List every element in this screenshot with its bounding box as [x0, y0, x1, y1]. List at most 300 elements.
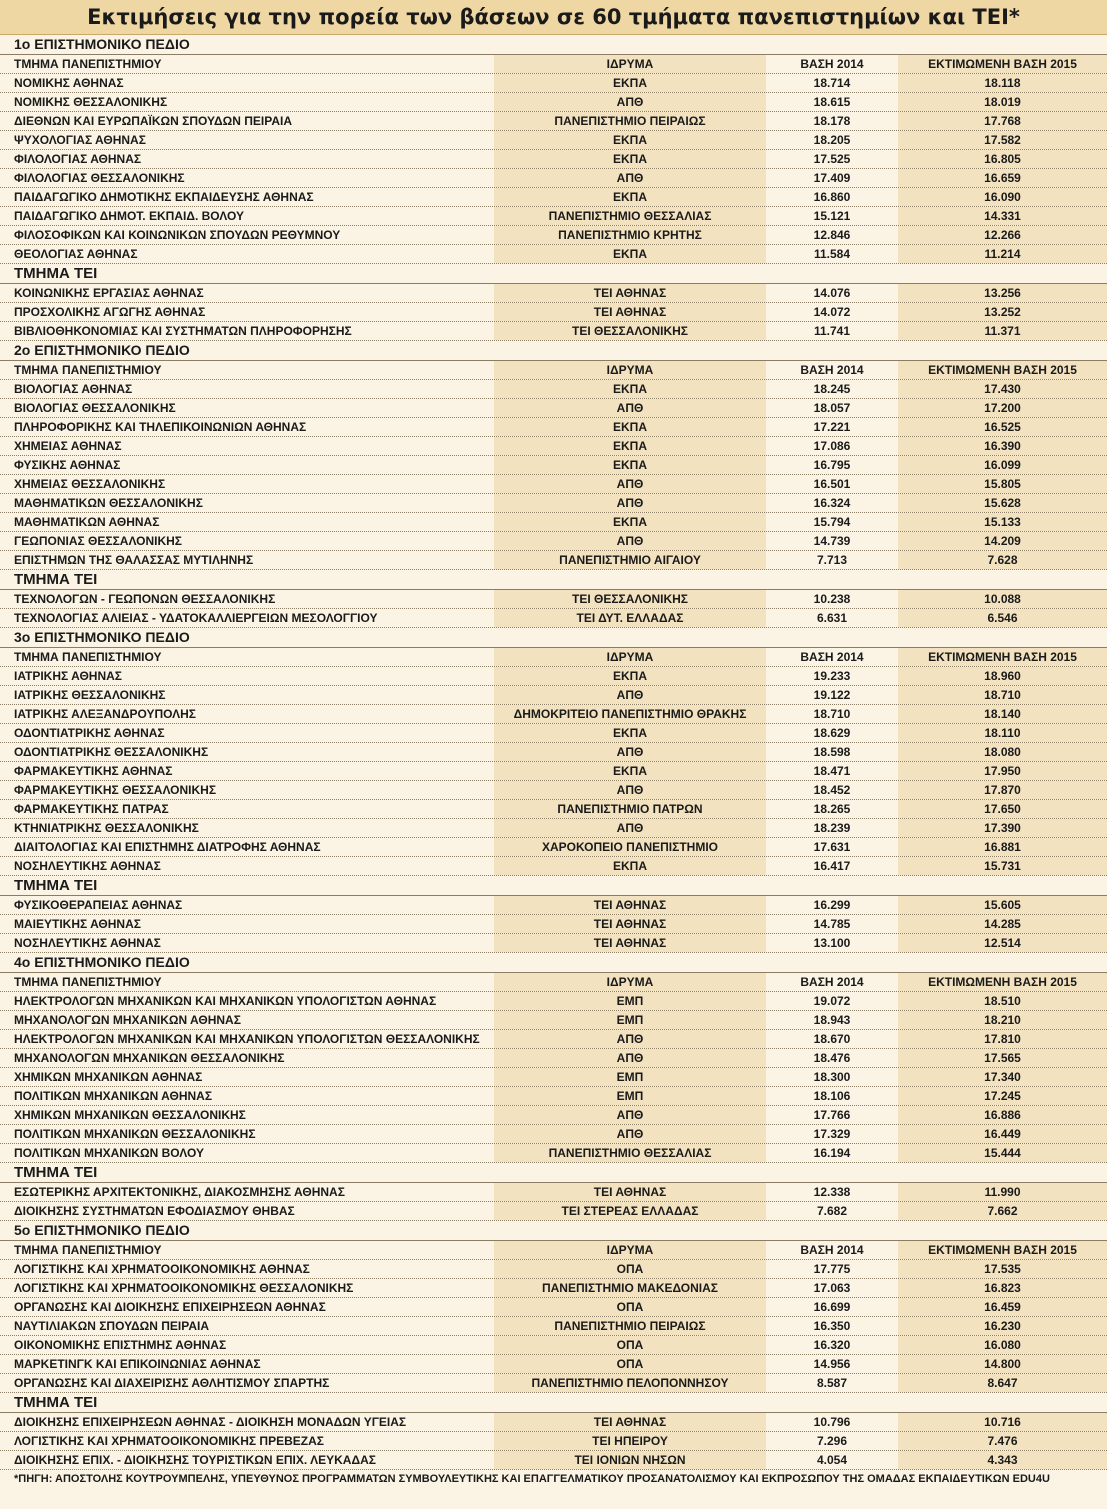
base-2014-value: 16.795	[813, 457, 851, 472]
base-2014-value: 10.238	[813, 592, 851, 606]
institution-name: ΕΚΠΑ	[494, 437, 766, 455]
table-row	[0, 1030, 1107, 1049]
institution-name: ΤΕΙ ΑΘΗΝΑΣ	[494, 896, 766, 914]
base-2014-value: 18.629	[813, 725, 851, 740]
department-name: ΙΑΤΡΙΚΗΣ ΑΛΕΞΑΝΔΡΟΥΠΟΛΗΣ	[14, 706, 197, 721]
base-2015-estimate: 14.331	[898, 207, 1107, 225]
table-row	[0, 1298, 1107, 1317]
base-2014-value: 15.121	[813, 208, 851, 223]
table-row	[0, 1183, 1107, 1202]
department-name: ΤΕΧΝΟΛΟΓΩΝ - ΓΕΩΠΟΝΩΝ ΘΕΣΣΑΛΟΝΙΚΗΣ	[14, 592, 276, 606]
header-base-2015: ΕΚΤΙΜΩΜΕΝΗ ΒΑΣΗ 2015	[898, 648, 1107, 666]
department-name: ΔΙΟΙΚΗΣΗΣ ΕΠΙΧ. - ΔΙΟΙΚΗΣΗΣ ΤΟΥΡΙΣΤΙΚΩΝ ΕΠΙΧ. ΛΕΥΚΑΔΑΣ	[14, 1453, 376, 1467]
header-dept: ΤΜΗΜΑ ΠΑΝΕΠΙΣΤΗΜΙΟΥ	[14, 1242, 162, 1257]
institution-name: ΕΚΠΑ	[494, 724, 766, 742]
department-name: ΟΔΟΝΤΙΑΤΡΙΚΗΣ ΑΘΗΝΑΣ	[14, 725, 165, 740]
table-row	[0, 1011, 1107, 1030]
base-2014-value: 10.796	[813, 1415, 851, 1429]
base-2015-estimate: 16.459	[898, 1298, 1107, 1316]
tei-section-title: ΤΜΗΜΑ ΤΕΙ	[0, 876, 1107, 897]
institution-name: ΤΕΙ ΑΘΗΝΑΣ	[494, 1183, 766, 1201]
base-2014-value: 16.320	[813, 1337, 851, 1352]
table-row	[0, 303, 1107, 322]
base-2015-estimate: 16.390	[898, 437, 1107, 455]
institution-name: ΕΚΠΑ	[494, 74, 766, 92]
table-row	[0, 551, 1107, 570]
table-row	[0, 800, 1107, 819]
department-name: ΦΑΡΜΑΚΕΥΤΙΚΗΣ ΘΕΣΣΑΛΟΝΙΚΗΣ	[14, 782, 217, 797]
base-2014-value: 17.631	[813, 839, 851, 854]
base-2015-estimate: 4.343	[898, 1451, 1107, 1469]
institution-name: ΠΑΝΕΠΙΣΤΗΜΙΟ ΠΕΙΡΑΙΩΣ	[494, 112, 766, 130]
institution-name: ΔΗΜΟΚΡΙΤΕΙΟ ΠΑΝΕΠΙΣΤΗΜΙΟ ΘΡΑΚΗΣ	[494, 705, 766, 723]
table-row	[0, 93, 1107, 112]
institution-name: ΕΚΠΑ	[494, 667, 766, 685]
base-2014-value: 16.194	[813, 1145, 851, 1160]
base-2015-estimate: 15.133	[898, 513, 1107, 531]
base-2015-estimate: 15.444	[898, 1144, 1107, 1162]
table-row	[0, 399, 1107, 418]
base-2014-value: 16.417	[813, 858, 851, 873]
department-name: ΕΠΙΣΤΗΜΩΝ ΤΗΣ ΘΑΛΑΣΣΑΣ ΜΥΤΙΛΗΝΗΣ	[14, 552, 254, 567]
column-header-row	[0, 361, 1107, 380]
table-row	[0, 1336, 1107, 1355]
base-2015-estimate: 16.659	[898, 169, 1107, 187]
table-row	[0, 380, 1107, 399]
department-name: ΜΗΧΑΝΟΛΟΓΩΝ ΜΗΧΑΝΙΚΩΝ ΘΕΣΣΑΛΟΝΙΚΗΣ	[14, 1050, 285, 1065]
base-2014-value: 17.086	[813, 438, 851, 453]
base-2014-value: 17.329	[813, 1126, 851, 1141]
institution-name: ΕΚΠΑ	[494, 131, 766, 149]
institution-name: ΤΕΙ ΘΕΣΣΑΛΟΝΙΚΗΣ	[494, 590, 766, 608]
section-title: 3ο ΕΠΙΣΤΗΜΟΝΙΚΟ ΠΕΔΙΟ	[0, 628, 1107, 648]
institution-name: ΑΠΘ	[494, 169, 766, 187]
base-2014-value: 18.714	[813, 75, 851, 90]
institution-name: ΤΕΙ ΗΠΕΙΡΟΥ	[494, 1432, 766, 1450]
header-institution: ΙΔΡΥΜΑ	[494, 55, 766, 73]
base-2015-estimate: 17.430	[898, 380, 1107, 398]
base-2014-value: 17.525	[813, 151, 851, 166]
base-2014-value: 8.587	[816, 1375, 848, 1390]
department-name: ΒΙΒΛΙΟΘΗΚΟΝΟΜΙΑΣ ΚΑΙ ΣΥΣΤΗΜΑΤΩΝ ΠΛΗΡΟΦΟΡΗΣΗΣ	[14, 324, 352, 338]
department-name: ΔΙΟΙΚΗΣΗΣ ΣΥΣΤΗΜΑΤΩΝ ΕΦΟΔΙΑΣΜΟΥ ΘΗΒΑΣ	[14, 1204, 295, 1218]
base-2015-estimate: 17.340	[898, 1068, 1107, 1086]
table-row	[0, 456, 1107, 475]
table-row	[0, 934, 1107, 953]
base-2014-value: 7.713	[816, 552, 848, 567]
institution-name: ΤΕΙ ΘΕΣΣΑΛΟΝΙΚΗΣ	[494, 322, 766, 340]
column-header-row	[0, 973, 1107, 992]
department-name: ΦΙΛΟΛΟΓΙΑΣ ΘΕΣΣΑΛΟΝΙΚΗΣ	[14, 170, 185, 185]
page-title: Εκτιμήσεις για την πορεία των βάσεων σε 60 τμήματα πανεπιστημίων και ΤΕΙ*	[0, 0, 1107, 35]
header-base-2014: ΒΑΣΗ 2014	[800, 56, 864, 71]
table-row	[0, 1279, 1107, 1298]
department-name: ΛΟΓΙΣΤΙΚΗΣ ΚΑΙ ΧΡΗΜΑΤΟΟΙΚΟΝΟΜΙΚΗΣ ΠΡΕΒΕΖΑΣ	[14, 1434, 324, 1448]
department-name: ΠΟΛΙΤΙΚΩΝ ΜΗΧΑΝΙΚΩΝ ΑΘΗΝΑΣ	[14, 1088, 213, 1103]
base-2015-estimate: 11.371	[898, 322, 1107, 340]
base-2015-estimate: 17.870	[898, 781, 1107, 799]
section-title: 5ο ΕΠΙΣΤΗΜΟΝΙΚΟ ΠΕΔΙΟ	[0, 1221, 1107, 1241]
base-2015-estimate: 10.088	[898, 590, 1107, 608]
base-2015-estimate: 17.200	[898, 399, 1107, 417]
department-name: ΧΗΜΙΚΩΝ ΜΗΧΑΝΙΚΩΝ ΑΘΗΝΑΣ	[14, 1069, 203, 1084]
department-name: ΗΛΕΚΤΡΟΛΟΓΩΝ ΜΗΧΑΝΙΚΩΝ ΚΑΙ ΜΗΧΑΝΙΚΩΝ ΥΠΟΛΟΓΙΣΤΩΝ ΘΕΣΣΑΛΟΝΙΚΗΣ	[14, 1031, 480, 1046]
base-2014-value: 14.956	[813, 1356, 851, 1371]
base-2015-estimate: 14.800	[898, 1355, 1107, 1373]
department-name: ΧΗΜΕΙΑΣ ΘΕΣΣΑΛΟΝΙΚΗΣ	[14, 476, 166, 491]
department-name: ΝΟΣΗΛΕΥΤΙΚΗΣ ΑΘΗΝΑΣ	[14, 936, 161, 950]
table-row	[0, 1049, 1107, 1068]
base-2014-value: 16.324	[813, 495, 851, 510]
institution-name: ΑΠΘ	[494, 743, 766, 761]
header-dept: ΤΜΗΜΑ ΠΑΝΕΠΙΣΤΗΜΙΟΥ	[14, 362, 162, 377]
base-2014-value: 7.682	[816, 1204, 848, 1218]
table-row	[0, 609, 1107, 628]
header-institution: ΙΔΡΥΜΑ	[494, 973, 766, 991]
base-2015-estimate: 17.950	[898, 762, 1107, 780]
department-name: ΔΙΑΙΤΟΛΟΓΙΑΣ ΚΑΙ ΕΠΙΣΤΗΜΗΣ ΔΙΑΤΡΟΦΗΣ ΑΘΗΝΑΣ	[14, 839, 321, 854]
institution-name: ΕΜΠ	[494, 1011, 766, 1029]
table-row	[0, 322, 1107, 341]
institution-name: ΕΜΠ	[494, 1087, 766, 1105]
institution-name: ΤΕΙ ΙΟΝΙΩΝ ΝΗΣΩΝ	[494, 1451, 766, 1469]
base-2014-value: 18.710	[813, 706, 851, 721]
institution-name: ΑΠΘ	[494, 399, 766, 417]
table-row	[0, 1068, 1107, 1087]
institution-name: ΑΠΘ	[494, 494, 766, 512]
table-row	[0, 284, 1107, 303]
department-name: ΟΔΟΝΤΙΑΤΡΙΚΗΣ ΘΕΣΣΑΛΟΝΙΚΗΣ	[14, 744, 209, 759]
table-row	[0, 915, 1107, 934]
table-row	[0, 1317, 1107, 1336]
base-2014-value: 18.239	[813, 820, 851, 835]
institution-name: ΑΠΘ	[494, 781, 766, 799]
institution-name: ΠΑΝΕΠΙΣΤΗΜΙΟ ΘΕΣΣΑΛΙΑΣ	[494, 1144, 766, 1162]
section-title: 4ο ΕΠΙΣΤΗΜΟΝΙΚΟ ΠΕΔΙΟ	[0, 953, 1107, 973]
base-2014-value: 16.860	[813, 189, 851, 204]
department-name: ΟΡΓΑΝΩΣΗΣ ΚΑΙ ΔΙΟΙΚΗΣΗΣ ΕΠΙΧΕΙΡΗΣΕΩΝ ΑΘΗΝΑΣ	[14, 1299, 326, 1314]
institution-name: ΕΚΠΑ	[494, 762, 766, 780]
table-row	[0, 667, 1107, 686]
base-2015-estimate: 16.230	[898, 1317, 1107, 1335]
table-row	[0, 437, 1107, 456]
header-base-2014: ΒΑΣΗ 2014	[800, 649, 864, 664]
institution-name: ΤΕΙ ΑΘΗΝΑΣ	[494, 284, 766, 302]
department-name: ΧΗΜΙΚΩΝ ΜΗΧΑΝΙΚΩΝ ΘΕΣΣΑΛΟΝΙΚΗΣ	[14, 1107, 246, 1122]
base-2014-value: 12.846	[813, 227, 851, 242]
base-2015-estimate: 7.476	[898, 1432, 1107, 1450]
base-2015-estimate: 16.805	[898, 150, 1107, 168]
base-2014-value: 17.063	[813, 1280, 851, 1295]
department-name: ΦΥΣΙΚΗΣ ΑΘΗΝΑΣ	[14, 457, 121, 472]
header-base-2015: ΕΚΤΙΜΩΜΕΝΗ ΒΑΣΗ 2015	[898, 361, 1107, 379]
base-2014-value: 14.072	[813, 305, 851, 319]
base-2015-estimate: 18.080	[898, 743, 1107, 761]
base-2015-estimate: 17.565	[898, 1049, 1107, 1067]
department-name: ΜΑΘΗΜΑΤΙΚΩΝ ΘΕΣΣΑΛΟΝΙΚΗΣ	[14, 495, 203, 510]
base-2014-value: 4.054	[816, 1453, 848, 1467]
institution-name: ΕΚΠΑ	[494, 150, 766, 168]
institution-name: ΤΕΙ ΑΘΗΝΑΣ	[494, 934, 766, 952]
table-row	[0, 686, 1107, 705]
institution-name: ΤΕΙ ΑΘΗΝΑΣ	[494, 1413, 766, 1431]
department-name: ΝΟΜΙΚΗΣ ΑΘΗΝΑΣ	[14, 75, 124, 90]
department-name: ΦΙΛΟΣΟΦΙΚΩΝ ΚΑΙ ΚΟΙΝΩΝΙΚΩΝ ΣΠΟΥΔΩΝ ΡΕΘΥΜΝΟΥ	[14, 227, 341, 242]
table-row	[0, 418, 1107, 437]
institution-name: ΠΑΝΕΠΙΣΤΗΜΙΟ ΜΑΚΕΔΟΝΙΑΣ	[494, 1279, 766, 1297]
department-name: ΚΤΗΝΙΑΤΡΙΚΗΣ ΘΕΣΣΑΛΟΝΙΚΗΣ	[14, 820, 199, 835]
base-2014-value: 19.122	[813, 687, 851, 702]
table-row	[0, 781, 1107, 800]
institution-name: ΠΑΝΕΠΙΣΤΗΜΙΟ ΚΡΗΤΗΣ	[494, 226, 766, 244]
base-2014-value: 18.300	[813, 1069, 851, 1084]
section-title: 1ο ΕΠΙΣΤΗΜΟΝΙΚΟ ΠΕΔΙΟ	[0, 35, 1107, 55]
institution-name: ΟΠΑ	[494, 1298, 766, 1316]
institution-name: ΧΑΡΟΚΟΠΕΙΟ ΠΑΝΕΠΙΣΤΗΜΙΟ	[494, 838, 766, 856]
base-2014-value: 18.476	[813, 1050, 851, 1065]
base-2015-estimate: 17.390	[898, 819, 1107, 837]
base-2014-value: 14.739	[813, 533, 851, 548]
department-name: ΔΙΟΙΚΗΣΗΣ ΕΠΙΧΕΙΡΗΣΕΩΝ ΑΘΗΝΑΣ - ΔΙΟΙΚΗΣΗ ΜΟΝΑΔΩΝ ΥΓΕΙΑΣ	[14, 1415, 407, 1429]
base-2015-estimate: 14.209	[898, 532, 1107, 550]
base-2015-estimate: 12.266	[898, 226, 1107, 244]
institution-name: ΤΕΙ ΔΥΤ. ΕΛΛΑΔΑΣ	[494, 609, 766, 627]
department-name: ΠΡΟΣΧΟΛΙΚΗΣ ΑΓΩΓΗΣ ΑΘΗΝΑΣ	[14, 305, 206, 319]
department-name: ΨΥΧΟΛΟΓΙΑΣ ΑΘΗΝΑΣ	[14, 132, 146, 147]
department-name: ΦΥΣΙΚΟΘΕΡΑΠΕΙΑΣ ΑΘΗΝΑΣ	[14, 898, 183, 912]
table-row	[0, 494, 1107, 513]
table-row	[0, 762, 1107, 781]
table-row	[0, 1451, 1107, 1470]
institution-name: ΑΠΘ	[494, 1125, 766, 1143]
base-2015-estimate: 16.823	[898, 1279, 1107, 1297]
table-row	[0, 1087, 1107, 1106]
tei-section-title: ΤΜΗΜΑ ΤΕΙ	[0, 1163, 1107, 1184]
table-row	[0, 724, 1107, 743]
base-2015-estimate: 7.662	[898, 1202, 1107, 1220]
table-row	[0, 1413, 1107, 1432]
table-row	[0, 74, 1107, 93]
base-2014-value: 14.785	[813, 917, 851, 931]
institution-name: ΕΚΠΑ	[494, 456, 766, 474]
header-base-2014: ΒΑΣΗ 2014	[800, 1242, 864, 1257]
base-2014-value: 18.245	[813, 381, 851, 396]
base-2014-value: 18.106	[813, 1088, 851, 1103]
institution-name: ΑΠΘ	[494, 93, 766, 111]
table-row	[0, 245, 1107, 264]
institution-name: ΑΠΘ	[494, 1049, 766, 1067]
table-row	[0, 705, 1107, 724]
base-2015-estimate: 13.256	[898, 284, 1107, 302]
department-name: ΙΑΤΡΙΚΗΣ ΘΕΣΣΑΛΟΝΙΚΗΣ	[14, 687, 166, 702]
base-2014-value: 14.076	[813, 286, 851, 300]
base-2014-value: 11.584	[813, 246, 851, 261]
base-2014-value: 17.775	[813, 1261, 851, 1276]
institution-name: ΠΑΝΕΠΙΣΤΗΜΙΟ ΠΑΤΡΩΝ	[494, 800, 766, 818]
institution-name: ΕΜΠ	[494, 1068, 766, 1086]
department-name: ΦΙΛΟΛΟΓΙΑΣ ΑΘΗΝΑΣ	[14, 151, 142, 166]
base-2015-estimate: 18.210	[898, 1011, 1107, 1029]
source-footnote: *ΠΗΓΗ: ΑΠΟΣΤΟΛΗΣ ΚΟΥΤΡΟΥΜΠΕΛΗΣ, ΥΠΕΥΘΥΝΟΣ ΠΡΟΓΡΑΜΜΑΤΩΝ ΣΥΜΒΟΥΛΕΥΤΙΚΗΣ ΚΑΙ ΕΠΑΓΓΕΛΜΑΤΙΚΟΥ ΠΡΟΣΑΝΑΤΟΛΙΣΜΟΥ ΚΑΙ ΕΚΠΡΟΣΩΠΟΥ ΤΗΣ ΟΜΑΔΑΣ ΕΚΠΑΙΔΕΥΤΙΚΩΝ EDU4U	[14, 1473, 1050, 1485]
base-2014-value: 17.221	[813, 419, 851, 434]
department-name: ΝΟΜΙΚΗΣ ΘΕΣΣΑΛΟΝΙΚΗΣ	[14, 94, 168, 109]
institution-name: ΑΠΘ	[494, 1030, 766, 1048]
base-2014-value: 17.409	[813, 170, 851, 185]
header-base-2014: ΒΑΣΗ 2014	[800, 974, 864, 989]
header-base-2015: ΕΚΤΙΜΩΜΕΝΗ ΒΑΣΗ 2015	[898, 55, 1107, 73]
table-row	[0, 1125, 1107, 1144]
department-name: ΜΑΙΕΥΤΙΚΗΣ ΑΘΗΝΑΣ	[14, 917, 141, 931]
table-row	[0, 1106, 1107, 1125]
base-2014-value: 18.452	[813, 782, 851, 797]
department-name: ΠΟΛΙΤΙΚΩΝ ΜΗΧΑΝΙΚΩΝ ΒΟΛΟΥ	[14, 1145, 204, 1160]
base-2014-value: 18.615	[813, 94, 851, 109]
institution-name: ΑΠΘ	[494, 1106, 766, 1124]
institution-name: ΕΚΠΑ	[494, 857, 766, 875]
base-2015-estimate: 15.731	[898, 857, 1107, 875]
institution-name: ΑΠΘ	[494, 686, 766, 704]
institution-name: ΠΑΝΕΠΙΣΤΗΜΙΟ ΘΕΣΣΑΛΙΑΣ	[494, 207, 766, 225]
institution-name: ΕΜΠ	[494, 992, 766, 1010]
department-name: ΦΑΡΜΑΚΕΥΤΙΚΗΣ ΑΘΗΝΑΣ	[14, 763, 173, 778]
base-2014-value: 6.631	[816, 611, 848, 625]
department-name: ΛΟΓΙΣΤΙΚΗΣ ΚΑΙ ΧΡΗΜΑΤΟΟΙΚΟΝΟΜΙΚΗΣ ΑΘΗΝΑΣ	[14, 1261, 310, 1276]
base-2014-value: 7.296	[816, 1434, 848, 1448]
table-row	[0, 131, 1107, 150]
base-2014-value: 18.265	[813, 801, 851, 816]
base-2015-estimate: 18.960	[898, 667, 1107, 685]
department-name: ΜΗΧΑΝΟΛΟΓΩΝ ΜΗΧΑΝΙΚΩΝ ΑΘΗΝΑΣ	[14, 1012, 241, 1027]
table-row	[0, 188, 1107, 207]
base-2014-value: 13.100	[813, 936, 851, 950]
table-row	[0, 743, 1107, 762]
base-2014-value: 15.794	[813, 514, 851, 529]
department-name: ΜΑΡΚΕΤΙΝΓΚ ΚΑΙ ΕΠΙΚΟΙΝΩΝΙΑΣ ΑΘΗΝΑΣ	[14, 1356, 261, 1371]
table-row	[0, 857, 1107, 876]
base-2014-value: 16.299	[813, 898, 851, 912]
base-2015-estimate: 16.080	[898, 1336, 1107, 1354]
department-name: ΠΑΙΔΑΓΩΓΙΚΟ ΔΗΜΟΤΙΚΗΣ ΕΚΠΑΙΔΕΥΣΗΣ ΑΘΗΝΑΣ	[14, 189, 314, 204]
tei-section-title: ΤΜΗΜΑ ΤΕΙ	[0, 264, 1107, 285]
section-title: 2ο ΕΠΙΣΤΗΜΟΝΙΚΟ ΠΕΔΙΟ	[0, 341, 1107, 361]
base-2015-estimate: 17.810	[898, 1030, 1107, 1048]
department-name: ΧΗΜΕΙΑΣ ΑΘΗΝΑΣ	[14, 438, 122, 453]
table-row	[0, 1355, 1107, 1374]
base-2015-estimate: 17.650	[898, 800, 1107, 818]
institution-name: ΕΚΠΑ	[494, 380, 766, 398]
base-2015-estimate: 11.990	[898, 1183, 1107, 1201]
table-row	[0, 1202, 1107, 1221]
base-2015-estimate: 16.449	[898, 1125, 1107, 1143]
base-2014-value: 18.598	[813, 744, 851, 759]
base-2015-estimate: 18.710	[898, 686, 1107, 704]
base-2015-estimate: 15.605	[898, 896, 1107, 914]
institution-name: ΑΠΘ	[494, 475, 766, 493]
base-2014-value: 18.057	[813, 400, 851, 415]
base-2014-value: 16.699	[813, 1299, 851, 1314]
base-2015-estimate: 16.090	[898, 188, 1107, 206]
base-2015-estimate: 18.110	[898, 724, 1107, 742]
table-row	[0, 1144, 1107, 1163]
institution-name: ΕΚΠΑ	[494, 245, 766, 263]
institution-name: ΠΑΝΕΠΙΣΤΗΜΙΟ ΠΕΙΡΑΙΩΣ	[494, 1317, 766, 1335]
header-base-2015: ΕΚΤΙΜΩΜΕΝΗ ΒΑΣΗ 2015	[898, 1241, 1107, 1259]
table-row	[0, 169, 1107, 188]
table-row	[0, 838, 1107, 857]
base-2014-value: 18.471	[813, 763, 851, 778]
table-row	[0, 207, 1107, 226]
base-2014-value: 18.205	[813, 132, 851, 147]
header-dept: ΤΜΗΜΑ ΠΑΝΕΠΙΣΤΗΜΙΟΥ	[14, 974, 162, 989]
column-header-row	[0, 648, 1107, 667]
base-2015-estimate: 8.647	[898, 1374, 1107, 1392]
institution-name: ΟΠΑ	[494, 1336, 766, 1354]
department-name: ΚΟΙΝΩΝΙΚΗΣ ΕΡΓΑΣΙΑΣ ΑΘΗΝΑΣ	[14, 286, 204, 300]
base-2014-value: 18.178	[813, 113, 851, 128]
institution-name: ΕΚΠΑ	[494, 513, 766, 531]
institution-name: ΤΕΙ ΑΘΗΝΑΣ	[494, 303, 766, 321]
table-row	[0, 150, 1107, 169]
base-2015-estimate: 14.285	[898, 915, 1107, 933]
base-2015-estimate: 6.546	[898, 609, 1107, 627]
table-row	[0, 1260, 1107, 1279]
institution-name: ΕΚΠΑ	[494, 418, 766, 436]
header-dept: ΤΜΗΜΑ ΠΑΝΕΠΙΣΤΗΜΙΟΥ	[14, 649, 162, 664]
header-base-2014: ΒΑΣΗ 2014	[800, 362, 864, 377]
department-name: ΜΑΘΗΜΑΤΙΚΩΝ ΑΘΗΝΑΣ	[14, 514, 160, 529]
base-2015-estimate: 16.099	[898, 456, 1107, 474]
table-row	[0, 532, 1107, 551]
institution-name: ΠΑΝΕΠΙΣΤΗΜΙΟ ΑΙΓΑΙΟΥ	[494, 551, 766, 569]
department-name: ΝΟΣΗΛΕΥΤΙΚΗΣ ΑΘΗΝΑΣ	[14, 858, 161, 873]
base-2015-estimate: 13.252	[898, 303, 1107, 321]
department-name: ΠΑΙΔΑΓΩΓΙΚΟ ΔΗΜΟΤ. ΕΚΠΑΙΔ. ΒΟΛΟΥ	[14, 208, 244, 223]
base-2015-estimate: 16.886	[898, 1106, 1107, 1124]
department-name: ΠΟΛΙΤΙΚΩΝ ΜΗΧΑΝΙΚΩΝ ΘΕΣΣΑΛΟΝΙΚΗΣ	[14, 1126, 256, 1141]
table-row	[0, 1374, 1107, 1393]
department-name: ΤΕΧΝΟΛΟΓΙΑΣ ΑΛΙΕΙΑΣ - ΥΔΑΤΟΚΑΛΛΙΕΡΓΕΙΩΝ ΜΕΣΟΛΟΓΓΙΟΥ	[14, 611, 378, 625]
tei-section-title: ΤΜΗΜΑ ΤΕΙ	[0, 1393, 1107, 1414]
institution-name: ΤΕΙ ΣΤΕΡΕΑΣ ΕΛΛΑΔΑΣ	[494, 1202, 766, 1220]
department-name: ΝΑΥΤΙΛΙΑΚΩΝ ΣΠΟΥΔΩΝ ΠΕΙΡΑΙΑ	[14, 1318, 210, 1333]
base-2014-value: 18.670	[813, 1031, 851, 1046]
table-row	[0, 513, 1107, 532]
department-name: ΠΛΗΡΟΦΟΡΙΚΗΣ ΚΑΙ ΤΗΛΕΠΙΚΟΙΝΩΝΙΩΝ ΑΘΗΝΑΣ	[14, 419, 307, 434]
base-2015-estimate: 18.140	[898, 705, 1107, 723]
base-2015-estimate: 12.514	[898, 934, 1107, 952]
department-name: ΒΙΟΛΟΓΙΑΣ ΑΘΗΝΑΣ	[14, 381, 133, 396]
department-name: ΗΛΕΚΤΡΟΛΟΓΩΝ ΜΗΧΑΝΙΚΩΝ ΚΑΙ ΜΗΧΑΝΙΚΩΝ ΥΠΟΛΟΓΙΣΤΩΝ ΑΘΗΝΑΣ	[14, 993, 437, 1008]
department-name: ΦΑΡΜΑΚΕΥΤΙΚΗΣ ΠΑΤΡΑΣ	[14, 801, 169, 816]
base-2015-estimate: 10.716	[898, 1413, 1107, 1431]
base-2015-estimate: 11.214	[898, 245, 1107, 263]
header-institution: ΙΔΡΥΜΑ	[494, 648, 766, 666]
institution-name: ΑΠΘ	[494, 819, 766, 837]
department-name: ΟΡΓΑΝΩΣΗΣ ΚΑΙ ΔΙΑΧΕΙΡΙΣΗΣ ΑΘΛΗΤΙΣΜΟΥ ΣΠΑΡΤΗΣ	[14, 1375, 330, 1390]
base-2015-estimate: 7.628	[898, 551, 1107, 569]
base-2014-value: 16.350	[813, 1318, 851, 1333]
base-2015-estimate: 17.582	[898, 131, 1107, 149]
department-name: ΔΙΕΘΝΩΝ ΚΑΙ ΕΥΡΩΠΑΪΚΩΝ ΣΠΟΥΔΩΝ ΠΕΙΡΑΙΑ	[14, 113, 292, 128]
base-2015-estimate: 15.805	[898, 475, 1107, 493]
base-2014-value: 18.943	[813, 1012, 851, 1027]
table-row	[0, 819, 1107, 838]
base-2014-value: 19.072	[813, 993, 851, 1008]
table-row	[0, 112, 1107, 131]
department-name: ΒΙΟΛΟΓΙΑΣ ΘΕΣΣΑΛΟΝΙΚΗΣ	[14, 400, 176, 415]
base-2015-estimate: 17.535	[898, 1260, 1107, 1278]
base-2015-estimate: 16.881	[898, 838, 1107, 856]
